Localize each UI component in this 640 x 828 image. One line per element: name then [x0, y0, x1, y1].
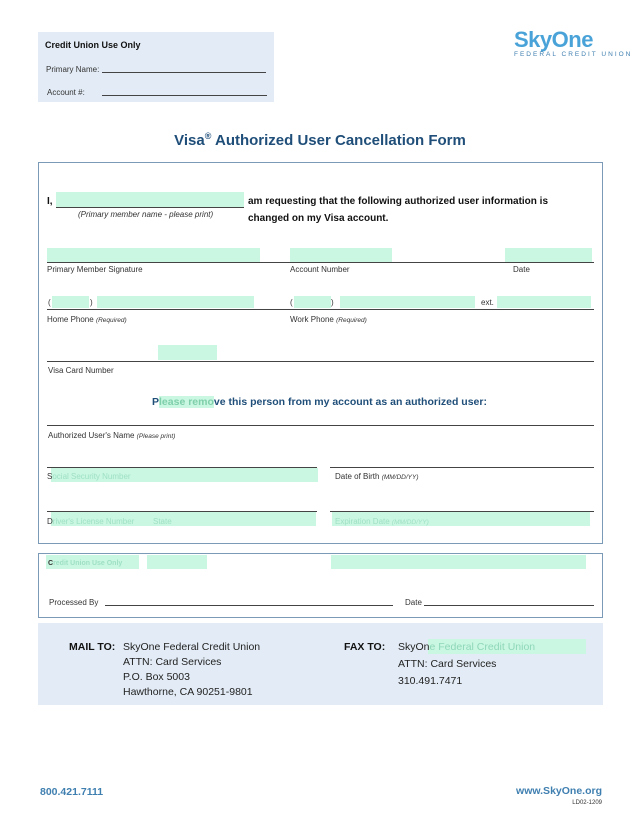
- processed-by-field[interactable]: [105, 605, 393, 606]
- visa-card-label: Visa Card Number: [48, 366, 114, 375]
- remove-heading-rest: ve this person from my account as an authorized user:: [213, 396, 487, 408]
- dob-label: [335, 472, 419, 481]
- form-title: [0, 131, 640, 149]
- cu-only-title-c: C: [48, 560, 54, 567]
- primary-name-label: Primary Name:: [46, 65, 100, 74]
- logo-name: SkyOne: [514, 27, 593, 52]
- mail-address: [123, 640, 260, 700]
- exp-label-text: Expiration Date: [335, 517, 392, 526]
- date-label: Date: [513, 265, 530, 274]
- work-phone-label: [290, 315, 367, 324]
- credit-union-use-title: Credit Union Use Only: [45, 40, 141, 50]
- fax-line-1b: e Federal Credit Union: [429, 641, 536, 653]
- date-input[interactable]: [505, 248, 592, 262]
- ssn-label-s: S: [47, 472, 53, 481]
- form-title-visa: Visa: [174, 132, 205, 149]
- work-phone-required: (Required): [336, 317, 367, 324]
- exp-format: (MM/DD/YY): [391, 519, 429, 526]
- dl-label-d: D: [47, 517, 53, 526]
- visa-card-number-input[interactable]: [158, 345, 217, 360]
- primary-member-name-input[interactable]: [56, 192, 244, 207]
- form-title-rest: Authorized User Cancellation Form: [211, 132, 466, 149]
- mail-line: Hawthorne, CA 90251-9801: [123, 686, 253, 698]
- work-area-code-input[interactable]: [294, 296, 331, 308]
- form-code: LD02-1209: [572, 800, 602, 806]
- auth-user-line: [47, 425, 594, 426]
- home-phone-required: (Required): [95, 317, 127, 324]
- account-number-label: Account #:: [47, 88, 85, 97]
- row2-line: [47, 309, 594, 310]
- cu-only-title-text: redit Union Use Only: [53, 560, 123, 567]
- mail-line: P.O. Box 5003: [123, 671, 190, 683]
- home-area-code-input[interactable]: [52, 296, 89, 308]
- intro-i: I,: [47, 196, 53, 207]
- row1-line: [47, 262, 594, 263]
- account-number-field[interactable]: [102, 95, 267, 96]
- home-phone-input[interactable]: [97, 296, 254, 308]
- registered-mark: ®: [204, 131, 212, 141]
- fax-to-label: FAX TO:: [344, 641, 386, 653]
- ext-input[interactable]: [497, 296, 591, 308]
- account-number-label2: Account Number: [290, 265, 350, 274]
- cu-date-field[interactable]: [424, 605, 594, 606]
- auth-user-hint: (Please print): [136, 433, 176, 440]
- auth-user-label: [48, 431, 175, 440]
- fax-address: [398, 640, 535, 689]
- dl-label: [47, 517, 134, 526]
- home-phone-text: Home Phone: [47, 315, 94, 324]
- dob-label-text: Date of Birth: [335, 472, 382, 481]
- ssn-label-text: ocial Security Number: [52, 472, 131, 481]
- dob-format: (MM/DD/YY): [381, 474, 419, 481]
- fax-line-1a: SkyOn: [398, 641, 430, 653]
- ext-label: ext.: [481, 298, 494, 307]
- primary-member-name-caption: (Primary member name - please print): [78, 210, 214, 219]
- mail-line: ATTN: Card Services: [123, 656, 222, 668]
- signature-input[interactable]: [47, 248, 260, 262]
- cu-only-title-2: [48, 560, 122, 567]
- work-phone-text: Work Phone: [290, 315, 334, 324]
- cu-date-label: Date: [405, 598, 422, 607]
- remove-heading: [152, 396, 487, 408]
- signature-label: Primary Member Signature: [47, 265, 143, 274]
- exp-label: [335, 517, 429, 526]
- mail-line: SkyOne Federal Credit Union: [123, 641, 261, 653]
- logo-tagline: FEDERAL CREDIT UNION: [514, 51, 633, 58]
- processed-by-label: Processed By: [49, 598, 99, 607]
- auth-user-label-text: Authorized User's Name: [48, 431, 137, 440]
- primary-member-name-line: [56, 207, 244, 208]
- dob-line: [330, 467, 594, 468]
- work-phone-input[interactable]: [340, 296, 475, 308]
- dl-label-text: river's License Number: [52, 517, 135, 526]
- intro-line1: am requesting that the following authorized user information is: [248, 196, 549, 207]
- home-paren-close: ): [90, 298, 93, 307]
- remove-heading-p: P: [152, 396, 160, 408]
- skyone-logo: [514, 27, 632, 58]
- intro-line2: changed on my Visa account.: [248, 213, 389, 224]
- state-label: State: [153, 517, 172, 526]
- fax-line-2: ATTN: Card Services: [398, 658, 497, 670]
- visa-card-line: [47, 361, 594, 362]
- mail-to-label: MAIL TO:: [69, 641, 116, 653]
- ssn-label: [47, 472, 131, 481]
- fax-line-1: [398, 640, 535, 655]
- primary-name-field[interactable]: [102, 72, 266, 73]
- work-paren-close: ): [331, 298, 334, 307]
- work-paren-open: (: [290, 298, 293, 307]
- cu-field-2[interactable]: [147, 555, 207, 569]
- cu-field-3[interactable]: [331, 555, 586, 569]
- footer-phone: 800.421.7111: [40, 786, 104, 798]
- footer-website[interactable]: www.SkyOne.org: [516, 785, 602, 797]
- home-paren-open: (: [48, 298, 51, 307]
- home-phone-label: [47, 315, 127, 324]
- account-number-input[interactable]: [290, 248, 392, 262]
- fax-line-3: 310.491.7471: [398, 675, 463, 687]
- remove-heading-overlay: lease remo: [159, 396, 214, 408]
